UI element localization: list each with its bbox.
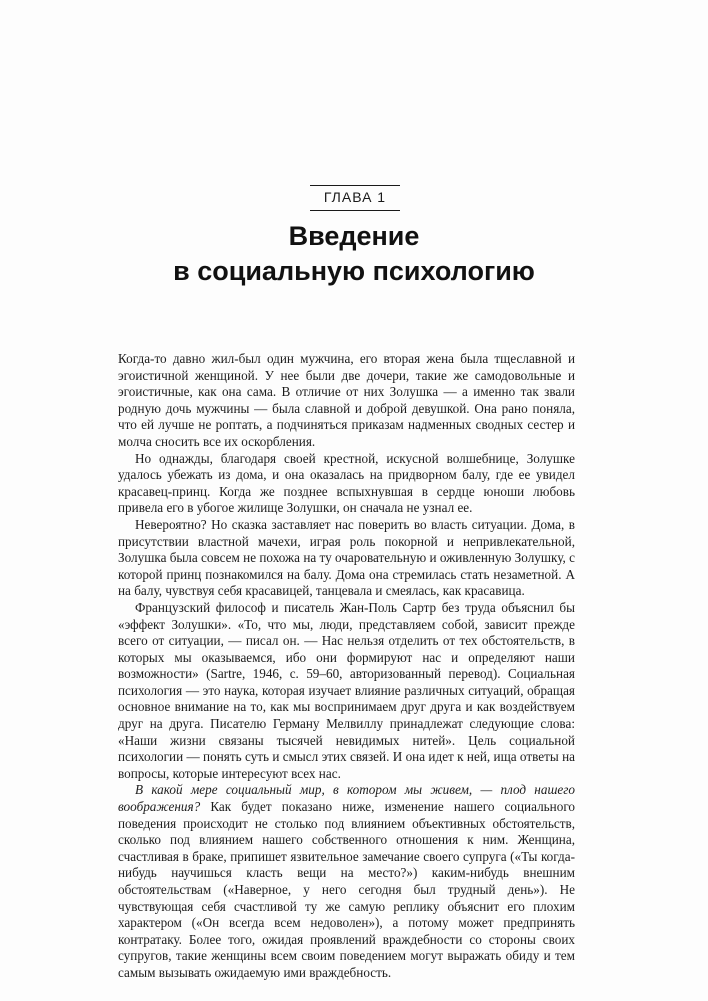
chapter-title-line-1: Введение bbox=[288, 221, 420, 251]
paragraph-5-text: Как будет показано ниже, изменение нашего социального поведения происходит не столько под влиянием объективных обстоятельств, сколько под влиянием нашего собственного отношения к ним. Женщина, счастливая в браке, припишет язвительное замечание своего супруга («Ты когда-нибудь научишься класть вещи на место?») каким-нибудь внешним обстоятельствам («Наверное, у него сегодня был трудный день»). Не чувствующая себя счастливой ту же самую реплику объяснит его плохим характером («Он всегда всем недоволен»), а потому может предпринять контратаку. Более того, ожидая проявлений враждебности со стороны своих супругов, такие женщины всем своим поведением могут выражать обиду и тем самым вызывать ожидаемую ими враждебность. bbox=[118, 799, 575, 980]
paragraph-2: Но однажды, благодаря своей крестной, искусной волшебнице, Золушке удалось убежать из дома, и она оказалась на придворном балу, где ее увидел красавец-принц. Когда же позднее вспыхнувшая в сердце юноши любовь привела его в убогое жилище Золушки, он сначала не узнал ее. bbox=[118, 450, 575, 516]
chapter-title bbox=[0, 219, 708, 289]
paragraph-4: Французский философ и писатель Жан-Поль Сартр без труда объяснил бы «эффект Золушки». «То, что мы, люди, представляем собой, зависит прежде всего от ситуации, — писал он. — Нас нельзя отделить от тех обстоятельств, в которых мы оказываемся, ибо они формируют нас и определяют наши возможности» (Sartre, 1946, с. 59–60, авторизованный перевод). Социальная психология — это наука, которая изучает влияние различных ситуаций, обращая основное внимание на то, как мы воспринимаем друг друга и как воздействуем друг на друга. Писателю Герману Мелвиллу принадлежат следующие слова: «Наши жизни связаны тысячей невидимых нитей». Цель социальной психологии — понять суть и смысл этих связей. И она идет к ней, ища ответы на вопросы, которые интересуют всех нас. bbox=[118, 599, 575, 781]
chapter-title-line-2: в социальную психологию bbox=[173, 256, 535, 286]
paragraph-1: Когда-то давно жил-был один мужчина, его вторая жена была тщеславной и эгоистичной женщиной. У нее были две дочери, такие же самодовольные и эгоистичные, как она сама. В отличие от них Золушка — а именно так звали родную дочь мужчины — была славной и доброй девушкой. Она рано поняла, что ей лучше не роптать, а подчиняться приказам надменных сводных сестер и молча сносить все их оскорбления. bbox=[118, 351, 575, 449]
paragraph-5-italic-lead: В какой мере социальный мир, в котором мы живем, — плод нашего воображения? bbox=[118, 782, 575, 815]
chapter-label: ГЛАВА 1 bbox=[310, 185, 400, 211]
paragraph-3: Невероятно? Но сказка заставляет нас поверить во власть ситуации. Дома, в присутствии властной мачехи, играя роль покорной и непривлекательной, Золушка была совсем не похожа на ту очаровательную и оживленную Золушку, с которой принц познакомился на балу. Дома она стремилась стать незаметной. А на балу, чувствуя себя красавицей, танцевала и смеялась, как красавица. bbox=[118, 516, 575, 599]
paragraph-5 bbox=[118, 782, 575, 981]
body-text bbox=[118, 351, 575, 982]
